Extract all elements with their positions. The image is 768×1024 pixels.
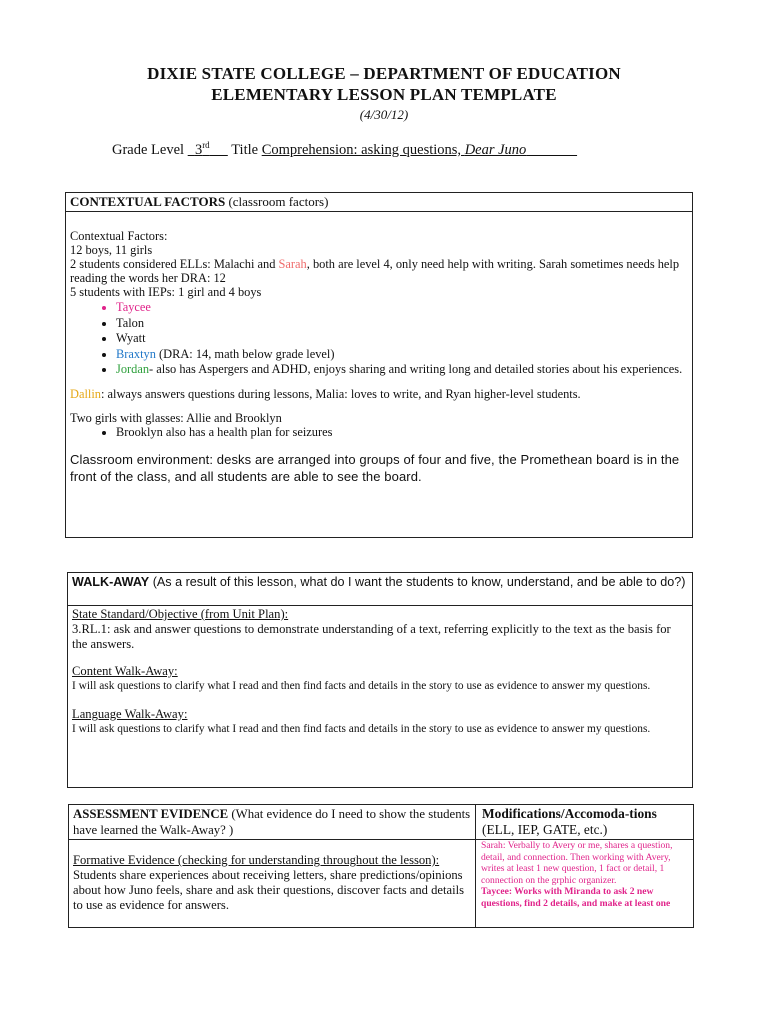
document-date: (4/30/12) [359, 107, 409, 122]
glasses-note: Two girls with glasses: Allie and Brooklyn [70, 410, 282, 425]
content-walkaway-label: Content Walk-Away: [72, 664, 178, 678]
grade-title-line [112, 140, 577, 159]
iep-student-wyatt: • Wyatt [116, 331, 688, 347]
document-subtitle: ELEMENTARY LESSON PLAN TEMPLATE [211, 85, 557, 104]
classroom-environment: Classroom environment: desks are arranged into groups of four and five, the Promethean board is in the front of the class, and all students are able to see the board. [70, 452, 680, 484]
document-title: DIXIE STATE COLLEGE – DEPARTMENT OF EDUCATION [147, 64, 621, 83]
boys-girls: 12 boys, 11 girls [70, 243, 153, 257]
contextual-title: Contextual Factors: [70, 229, 168, 243]
modifications-header: Modifications/Accomoda-tions (ELL, IEP, GATE, etc.) [482, 806, 657, 837]
formative-evidence: Formative Evidence (checking for understanding throughout the lesson): Students share experiences about receiving letters, share predictions/opinions about how Juno feels, share and ask their questions, discover facts and details to use as evidence for answers. [73, 853, 465, 912]
grade-label: Grade Level [112, 141, 185, 158]
iep-student-braxtyn: • Braxtyn (DRA: 14, math below grade level) [116, 347, 688, 363]
ell-students: 2 students considered ELLs: Malachi and Sarah, both are level 4, only need help with writing. Sarah sometimes needs help reading the words her DRA: 12 [70, 257, 680, 285]
iep-student-talon: • Talon [116, 316, 688, 332]
language-walkaway-text: I will ask questions to clarify what I read and then find facts and details in the story to use as evidence to answer my questions. [72, 723, 651, 735]
standard-text: 3.RL.1: ask and answer questions to demonstrate understanding of a text, referring explicitly to the text as the basis for the answers. [72, 622, 671, 651]
grade-value: 3rd [194, 140, 210, 158]
iep-student-jordan: • Jordan- also has Aspergers and ADHD, enjoys sharing and writing long and detailed stories about his experiences. [116, 362, 688, 378]
assessment-header-line [69, 839, 475, 840]
mods-taycee: Taycee: Works with Miranda to ask 2 new questions, find 2 details, and make at least one [481, 886, 671, 909]
standard-label: State Standard/Objective (from Unit Plan): [72, 607, 289, 621]
assessment-box [68, 804, 694, 928]
mods-sarah: Sarah: Verbally to Avery or me, shares a question, detail, and connection. Then working with Avery, writes at least 1 new question, 1 fact or detail, 1 connection on the grphic organizer. [481, 840, 673, 886]
iep-student-taycee: • Taycee [116, 300, 688, 316]
walkaway-header: WALK-AWAY (As a result of this lesson, what do I want the students to know, understand, and be able to do?) [68, 573, 692, 606]
walkaway-body [68, 607, 692, 737]
dallin-note: Dallin: always answers questions during lessons, Malia: loves to write, and Ryan higher-level students. [70, 386, 581, 401]
modifications-notes [476, 840, 693, 927]
glasses-list-item: • Brooklyn also has a health plan for seizures [116, 425, 688, 441]
contextual-factors-body [66, 229, 692, 485]
iep-list [70, 300, 688, 378]
contextual-factors-header: CONTEXTUAL FACTORS (classroom factors) [66, 193, 692, 212]
walkaway-box [67, 572, 693, 788]
content-walkaway-text: I will ask questions to clarify what I read and then find facts and details in the story to use as evidence to answer my questions. [72, 680, 651, 692]
iep-line: 5 students with IEPs: 1 girl and 4 boys [70, 285, 262, 299]
language-walkaway-label: Language Walk-Away: [72, 707, 188, 721]
title-label: Title [231, 141, 259, 158]
contextual-factors-box [65, 192, 693, 538]
assessment-header: ASSESSMENT EVIDENCE (What evidence do I need to show the students have learned the Walk-Away? ) [73, 807, 471, 837]
glasses-list [70, 425, 688, 441]
title-value: Comprehension: asking questions, Dear Juno [261, 141, 527, 158]
